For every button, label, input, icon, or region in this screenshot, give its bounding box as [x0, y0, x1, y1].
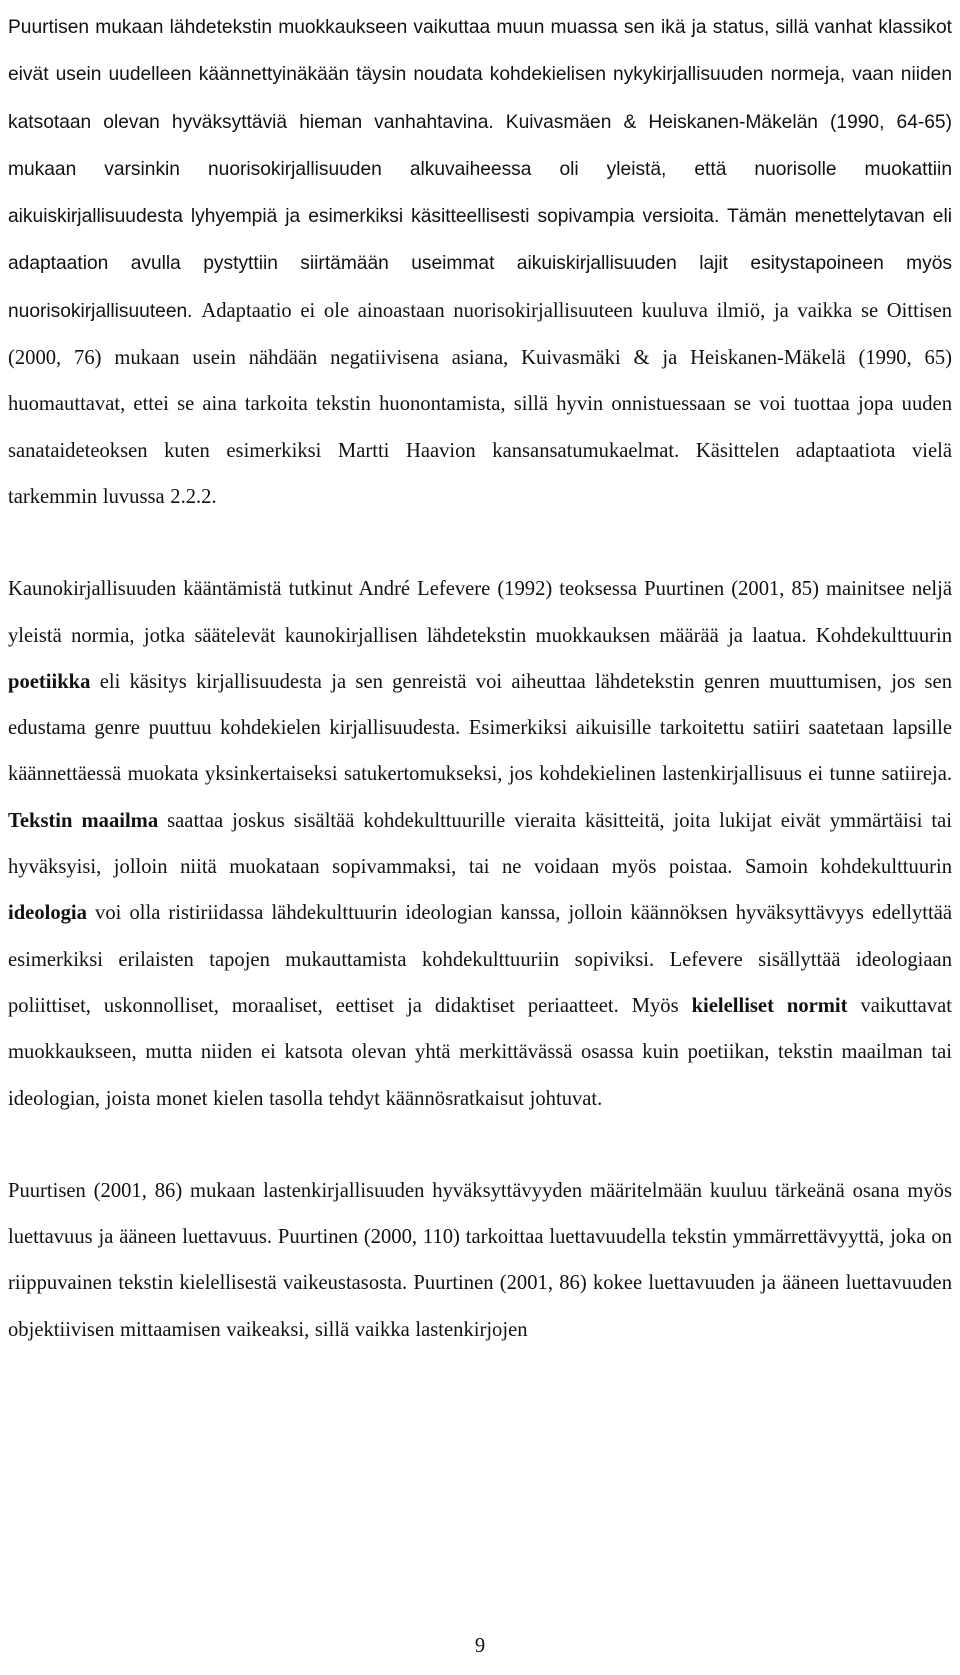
paragraph-1-text-part-1: Puurtisen mukaan lähdetekstin muokkaukseen vaikuttaa muun muassa sen ikä ja status, sillä vanhat klassikot eivät usein uudelleen käännettyinäkään täysin noudata kohdekielisen nykykirjallisuuden normeja, vaan niiden katsotaan olevan hyväksyttäviä hieman vanhahtavina. [8, 17, 952, 133]
paragraph-2-text-part-3: saattaa joskus sisältää kohdekulttuurille vieraita käsitteitä, joita lukijat eivät ymmärtäisi tai hyväksyisi, jolloin niitä muokataan sopivammaksi, tai ne voidaan myös poistaa. Samoin kohdekulttuurin [8, 809, 952, 879]
term-poetiikka: poetiikka [8, 670, 91, 693]
paragraph-1-text-part-3: Adaptaatio ei ole ainoastaan nuorisokirjallisuuteen kuuluva ilmiö, ja vaikka se Oittisen (2000, 76) mukaan usein nähdään negatiivisena asiana, Kuivasmäki & ja Heiskanen-Mäkelä (1990, 65) huomauttavat, ettei se aina tarkoita tekstin huonontamista, sillä hyvin onnistuessaan se voi tuottaa jopa uuden sanataideteoksen kuten esimerkiksi Martti Haavion kansansatumukaelmat. Käsittelen adaptaatiota vielä tarkemmin luvussa 2.2.2. [8, 299, 953, 508]
paragraph-2-text-part-1: Kaunokirjallisuuden kääntämistä tutkinut André Lefevere (1992) teoksessa Puurtinen (2001, 85) mainitsee neljä yleistä normia, jotka säätelevät kaunokirjallisen lähdetekstin muokkauksen määrää ja laatua. Kohdekulttuurin [8, 578, 952, 647]
document-page [8, 4, 952, 1353]
term-tekstin-maailma: Tekstin maailma [8, 809, 159, 832]
term-ideologia: ideologia [8, 902, 87, 925]
paragraph-2-text-part-2: eli käsitys kirjallisuudesta ja sen genreistä voi aiheuttaa lähdetekstin genren muuttumisen, jos sen edustama genre puuttuu kohdekielen kirjallisuudesta. Esimerkiksi aikuisille tarkoitettu satiiri saatetaan lapsille käännettäessä muokata yksinkertaiseksi satukertomukseksi, jos kohdekielinen lastenkirjallisuus ei tunne satiireja. [8, 670, 952, 786]
paragraph-2-text-part-5: vaikuttavat muokkaukseen, mutta niiden ei katsota olevan yhtä merkittävässä osassa kuin poetiikan, tekstin maailman tai ideologian, joista monet kielen tasolla tehdyt käännösratkaisut johtuvat. [8, 994, 952, 1110]
paragraph-2-text-part-4: voi olla ristiriidassa lähdekulttuurin ideologian kanssa, jolloin käännöksen hyväksyttävyys edellyttää esimerkiksi erilaisten tapojen mukauttamista kohdekulttuuriin sopiviksi. Lefevere sisällyttää ideologiaan poliittiset, uskonnolliset, moraaliset, eettiset ja didaktiset periaatteet. Myös [8, 902, 952, 1017]
paragraph-1-text-part-2: Kuivasmäen & Heiskanen-Mäkelän (1990, 64-65) mukaan varsinkin nuorisokirjallisuuden alkuvaiheessa oli yleistä, että nuorisolle muokattiin aikuiskirjallisuudesta lyhyempiä ja esimerkiksi käsitteellisesti sopivampia versioita. Tämän menettelytavan eli adaptaation avulla pystyttiin siirtämään useimmat aikuiskirjallisuuden lajit esitystapoineen myös nuorisokirjallisuuteen. [8, 111, 952, 322]
paragraph-3-text: Puurtisen (2001, 86) mukaan lastenkirjallisuuden hyväksyttävyyden määritelmään kuuluu tärkeänä osana myös luettavuus ja ääneen luettavuus. Puurtinen (2000, 110) tarkoittaa luettavuudella tekstin ymmärrettävyyttä, joka on riippuvainen tekstin kielellisestä vaikeustasosta. Puurtinen (2001, 86) kokee luettavuuden ja ääneen luettavuuden objektiivisen mittaamisen vaikeaksi, sillä vaikka lastenkirjojen [8, 1179, 952, 1341]
page-number: 9 [474, 1635, 486, 1657]
paragraph-1 [8, 4, 952, 520]
paragraph-2 [8, 566, 952, 1122]
term-kielelliset-normit: kielelliset normit [691, 994, 848, 1017]
paragraph-3 [8, 1168, 952, 1353]
